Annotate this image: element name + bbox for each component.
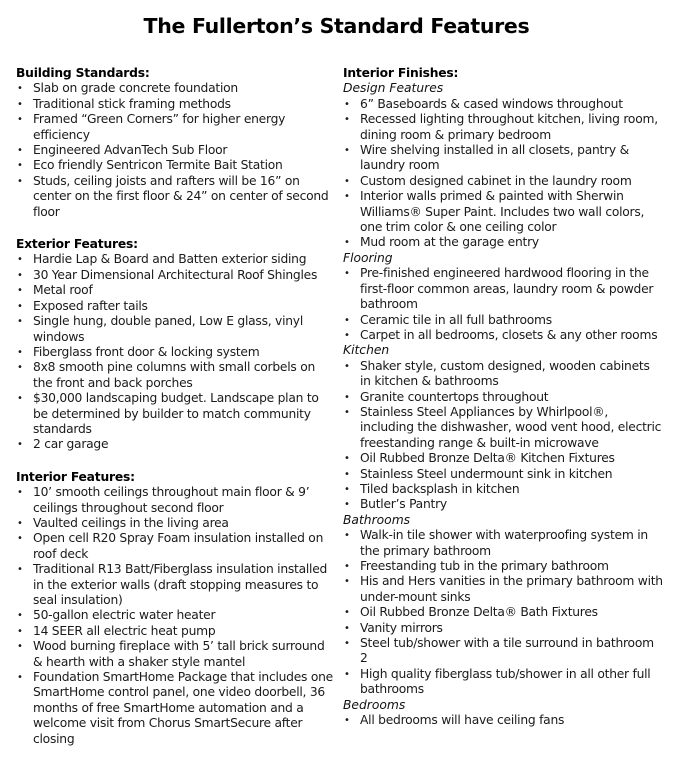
list-item [16,174,334,220]
list-item [16,391,334,437]
list-item [343,713,663,728]
list-item-text: Traditional stick framing methods [33,96,231,111]
bullet-icon: • [344,715,350,727]
subheading-design-features: Design Features [343,81,444,96]
bullet-icon: • [17,316,23,328]
bullet-icon: • [344,499,350,511]
list-item-text: Oil Rubbed Bronze Delta® Bath Fixtures [360,605,598,620]
subheading-flooring: Flooring [343,250,393,265]
bullet-icon: • [344,314,350,326]
bullet-icon: • [17,98,23,110]
bullet-icon: • [17,564,23,576]
list-item [343,451,663,466]
list-item-text: Single hung, double paned, Low E glass, vinyl windows [33,314,303,344]
list-item [16,437,334,452]
list-item [343,559,663,574]
list-item [16,360,334,391]
list-item-text: Wood burning fireplace with 5’ tall brick surround & hearth with a shaker style mantel [33,639,325,669]
bullet-icon: • [17,300,23,312]
list-item [343,482,663,497]
bullet-icon: • [344,391,350,403]
section-heading: Interior Features: [16,469,135,484]
section-heading: Building Standards: [16,66,150,80]
list-item-text: Traditional R13 Batt/Fiberglass insulation installed in the exterior walls (draft stopping measures to seal insulation) [33,562,328,607]
bullet-icon: • [344,114,350,126]
list-item-text: Metal roof [33,283,93,298]
list-item [343,605,663,620]
list-item-text: Eco friendly Sentricon Termite Bait Station [33,158,283,173]
list-item [16,268,334,283]
bullet-icon: • [344,638,350,650]
list-item [343,328,663,343]
bullet-icon: • [344,98,350,110]
bullet-icon: • [17,439,23,451]
list-item-text: High quality fiberglass tub/shower in all other full bathrooms [360,666,651,697]
feature-list [16,485,334,747]
section-building-standards [16,66,334,220]
list-item-text: Vaulted ceilings in the living area [33,515,229,530]
bullet-icon: • [344,576,350,588]
bullet-icon: • [17,672,23,684]
list-item [343,359,663,390]
list-item-text: 14 SEER all electric heat pump [33,623,216,638]
bullet-icon: • [344,191,350,203]
bullet-icon: • [17,145,23,157]
list-item-text: 2 car garage [33,437,109,452]
list-item-text: Open cell R20 Spray Foam insulation installed on roof deck [33,531,324,561]
list-item-text: Foundation SmartHome Package that includes one SmartHome control panel, one video doorbell, 36 months of free SmartHome automation and a welcome visit from Chorus SmartSecure after closing [33,670,333,746]
feature-list [343,266,663,343]
list-item-text: Custom designed cabinet in the laundry room [360,173,632,188]
list-item-text: Granite countertops throughout [360,389,549,404]
page-title: The Fullerton’s Standard Features [143,14,530,38]
list-item [16,345,334,360]
list-item [343,174,663,189]
bullet-icon: • [17,641,23,653]
list-item [343,621,663,636]
list-item-text: Tiled backsplash in kitchen [360,481,520,496]
feature-list [343,713,663,728]
right-column [343,66,663,728]
list-item-text: His and Hers vanities in the primary bathroom with under-mount sinks [360,574,663,604]
list-item [16,97,334,112]
bullet-icon: • [17,285,23,297]
bullet-icon: • [344,622,350,634]
list-item-text: Stainless Steel Appliances by Whirlpool®, including the dishwasher, wood vent hood, electric freestanding range & built-in microwave [360,404,662,450]
list-item [16,670,334,747]
section-interior-features [16,470,334,747]
bullet-icon: • [17,533,23,545]
feature-list [343,359,663,513]
list-item-text: 10’ smooth ceilings throughout main floor & 9’ ceilings throughout second floor [33,485,310,515]
list-item-text: Engineered AdvanTech Sub Floor [33,143,228,158]
list-item [343,266,663,312]
list-item-text: Wire shelving installed in all closets, pantry & laundry room [360,143,629,173]
bullet-icon: • [344,607,350,619]
list-item-text: 50-gallon electric water heater [33,608,216,623]
bullet-icon: • [344,175,350,187]
list-item [16,562,334,608]
bullet-icon: • [344,668,350,680]
list-item [343,390,663,405]
list-item-text: All bedrooms will have ceiling fans [360,713,565,728]
list-item [16,112,334,143]
list-item [16,299,334,314]
list-item [16,158,334,173]
section-heading-interior-finishes: Interior Finishes: [343,66,459,80]
bullet-icon: • [344,530,350,542]
bullet-icon: • [17,346,23,358]
bullet-icon: • [17,487,23,499]
bullet-icon: • [344,453,350,465]
bullet-icon: • [17,625,23,637]
list-item [343,405,663,451]
list-item-text: Slab on grade concrete foundation [33,81,238,96]
list-item-text: Oil Rubbed Bronze Delta® Kitchen Fixtures [360,451,615,466]
list-item [16,143,334,158]
list-item-text: Recessed lighting throughout kitchen, living room, dining room & primary bedroom [360,112,658,142]
feature-list [16,252,334,452]
list-item [16,531,334,562]
list-item-text: Pre-finished engineered hardwood flooring in the first-floor common areas, laundry room & powder bathroom [360,266,654,312]
list-item [343,528,663,559]
list-item [343,467,663,482]
bullet-icon: • [17,175,23,187]
bullet-icon: • [344,561,350,572]
bullet-icon: • [344,483,350,495]
list-item [343,313,663,328]
list-item [16,283,334,298]
feature-list [343,528,663,697]
bullet-icon: • [17,254,23,266]
bullet-icon: • [344,468,350,480]
list-item-text: Studs, ceiling joists and rafters will be 16” on center on the first floor & 24” on center of second floor [33,173,329,219]
list-item-text: Steel tub/shower with a tile surround in bathroom 2 [360,636,654,666]
list-item [16,639,334,670]
list-item-text: Vanity mirrors [360,620,443,635]
list-item [16,81,334,96]
bullet-icon: • [17,160,23,172]
feature-list [16,81,334,220]
section-heading: Exterior Features: [16,237,138,252]
list-item-text: Shaker style, custom designed, wooden cabinets in kitchen & bathrooms [360,358,650,389]
list-item-text: Walk-in tile shower with waterproofing system in the primary bathroom [360,528,648,558]
bullet-icon: • [17,114,23,126]
list-item-text: Interior walls primed & painted with Sherwin Williams® Super Paint. Includes two wall colors, one trim color & one ceiling color [360,189,645,235]
list-item-text: $30,000 landscaping budget. Landscape plan to be determined by builder to match community standards [33,391,319,436]
list-item [16,516,334,531]
list-item-text: Ceramic tile in all full bathrooms [360,312,552,327]
list-item-text: 8x8 smooth pine columns with small corbels on the front and back porches [33,360,316,390]
list-item [16,485,334,516]
list-item-text: Hardie Lap & Board and Batten exterior siding [33,252,307,267]
list-item-text: 6” Baseboards & cased windows throughout [360,96,623,111]
list-item-text: Carpet in all bedrooms, closets & any other rooms [360,327,658,342]
list-item-text: Fiberglass front door & locking system [33,344,260,359]
bullet-icon: • [17,610,23,622]
list-item-text: Mud room at the garage entry [360,235,539,250]
bullet-icon: • [17,269,23,281]
list-item [343,189,663,235]
list-item [343,574,663,605]
bullet-icon: • [344,237,350,249]
section-exterior-features [16,237,334,453]
bullet-icon: • [344,406,350,418]
list-item-text: Framed “Green Corners” for higher energy efficiency [33,112,286,142]
feature-list [343,97,663,251]
list-item-text: Exposed rafter tails [33,298,148,313]
list-item [343,112,663,143]
subheading-bedrooms: Bedrooms [343,697,406,712]
list-item [343,636,663,667]
list-item-text: Stainless Steel undermount sink in kitchen [360,466,613,481]
bullet-icon: • [344,268,350,280]
left-column [16,66,334,747]
bullet-icon: • [17,83,23,95]
bullet-icon: • [344,329,350,341]
subheading-bathrooms: Bathrooms [343,512,411,527]
list-item-text: Freestanding tub in the primary bathroom [360,559,609,573]
list-item [343,97,663,112]
list-item [16,314,334,345]
list-item-text: Butler’s Pantry [360,497,447,512]
bullet-icon: • [17,517,23,529]
bullet-icon: • [17,362,23,374]
list-item-text: 30 Year Dimensional Architectural Roof Shingles [33,267,318,282]
bullet-icon: • [17,393,23,405]
list-item [343,497,663,512]
list-item [16,252,334,267]
list-item [16,608,334,623]
bullet-icon: • [344,145,350,157]
subheading-kitchen: Kitchen [343,343,390,358]
list-item [343,667,663,698]
list-item [16,624,334,639]
list-item [343,143,663,174]
bullet-icon: • [344,360,350,372]
list-item [343,235,663,250]
